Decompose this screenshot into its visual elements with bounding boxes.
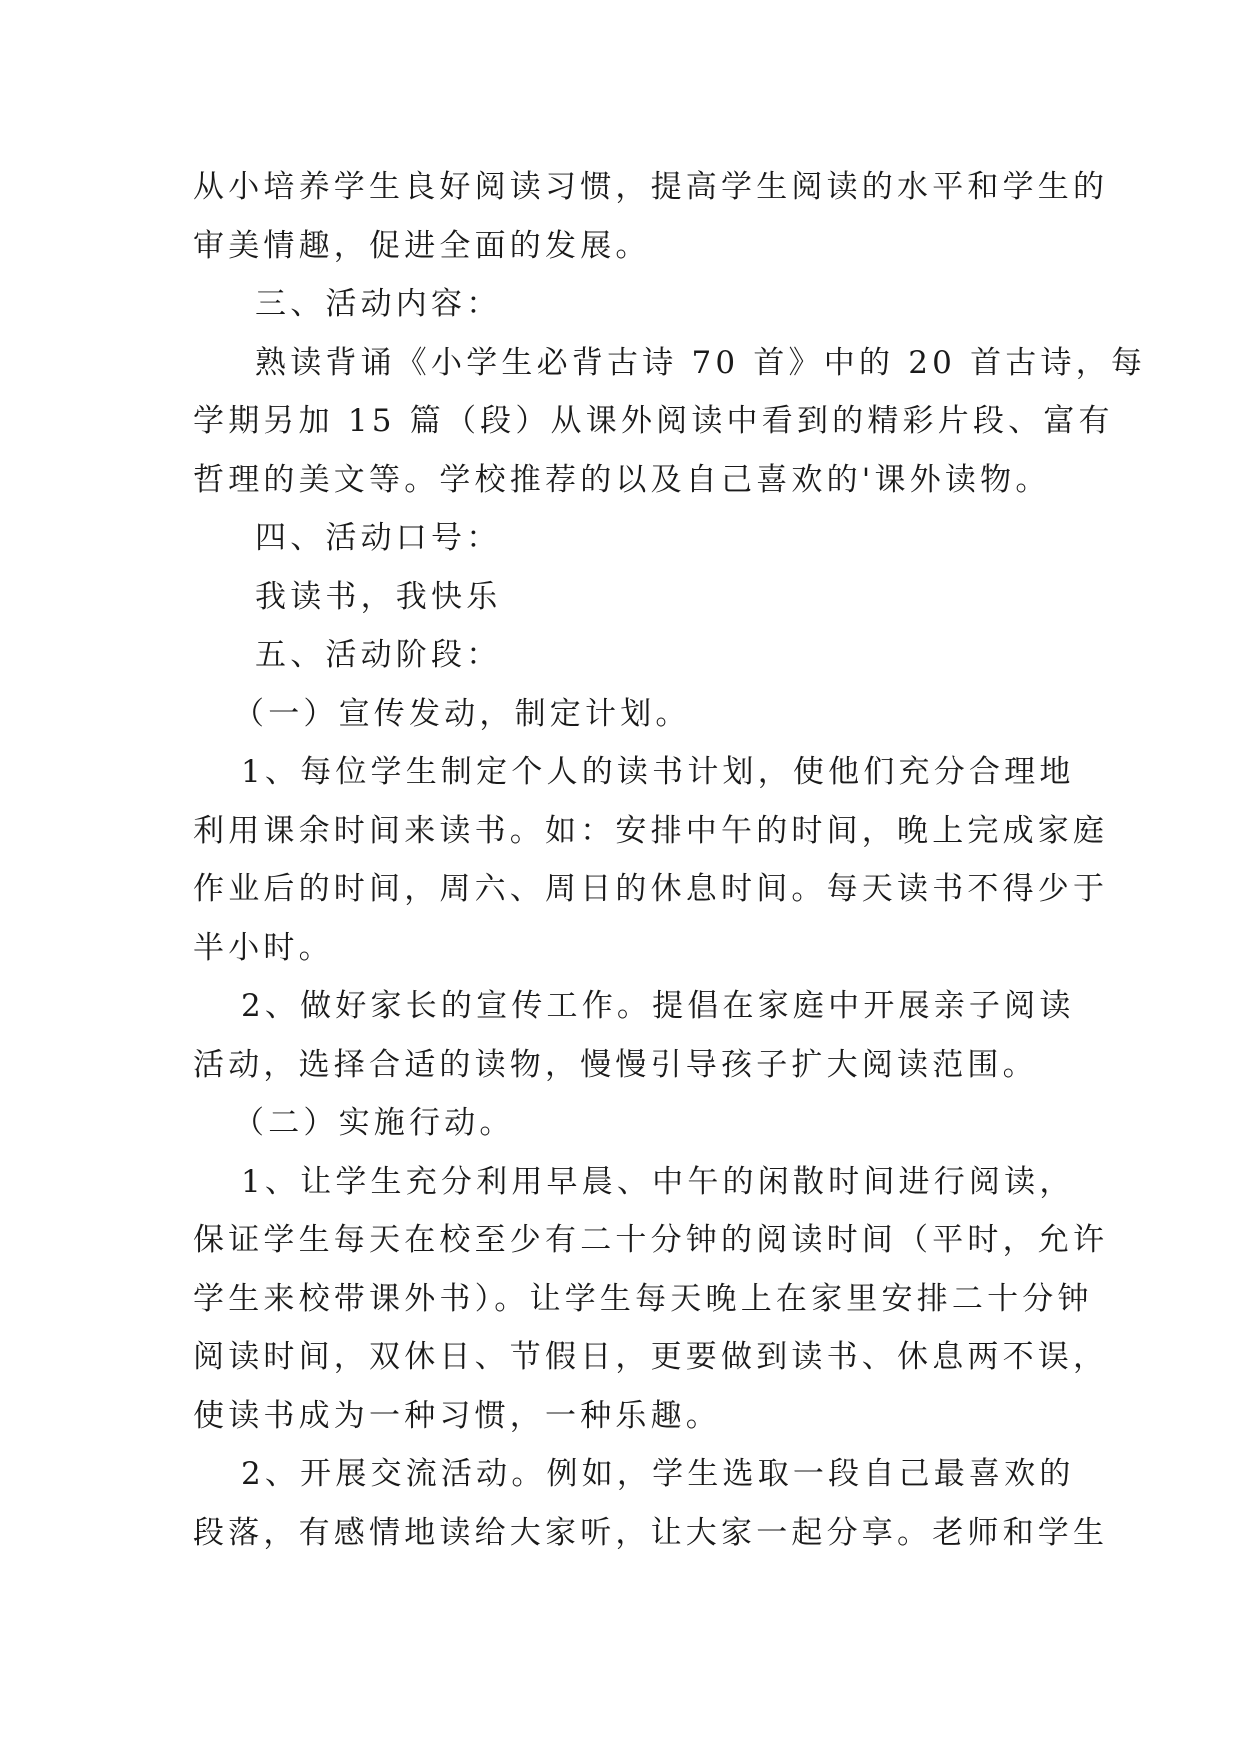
paragraph-line: 从小培养学生良好阅读习惯，提高学生阅读的水平和学生的 (193, 169, 1109, 205)
paragraph-line: 活动，选择合适的读物，慢慢引导孩子扩大阅读范围。 (193, 1046, 1038, 1083)
paragraph-line: 保证学生每天在校至少有二十分钟的阅读时间（平时，允许 (193, 1222, 1109, 1258)
paragraph-line: 1、每位学生制定个人的读书计划，使他们充分合理地 (241, 754, 1075, 790)
document-body (193, 158, 1147, 1562)
paragraph-line: 半小时。 (193, 929, 334, 966)
paragraph-line: 审美情趣，促进全面的发展。 (193, 227, 651, 264)
paragraph-line: 使读书成为一种习惯，一种乐趣。 (193, 1397, 721, 1434)
paragraph-line: 阅读时间，双休日、节假日，更要做到读书、休息两不误， (193, 1339, 1109, 1375)
section-heading-slogan: 四、活动口号： (255, 520, 502, 556)
section-heading-content: 三、活动内容： (255, 286, 502, 322)
section-heading-stages: 五、活动阶段： (255, 637, 502, 673)
paragraph-line: 作业后的时间，周六、周日的休息时间。每天读书不得少于 (193, 871, 1109, 907)
paragraph-line: 1、让学生充分利用早晨、中午的闲散时间进行阅读， (241, 1163, 1075, 1200)
paragraph-line: 2、开展交流活动。例如，学生选取一段自己最喜欢的 (241, 1456, 1075, 1492)
paragraph-line: 利用课余时间来读书。如：安排中午的时间，晚上完成家庭 (193, 812, 1109, 849)
paragraph-line: 2、做好家长的宣传工作。提倡在家庭中开展亲子阅读 (241, 988, 1075, 1024)
paragraph-line: 哲理的美文等。学校推荐的以及自己喜欢的'课外读物。 (193, 461, 1051, 498)
paragraph-line: 学期另加 15 篇（段）从课外阅读中看到的精彩片段、富有 (193, 403, 1114, 439)
paragraph-line: 熟读背诵《小学生必背古诗 70 首》中的 20 首古诗，每 (255, 344, 1147, 381)
subsection-heading-2: （二）实施行动。 (233, 1105, 515, 1141)
subsection-heading-1: （一）宣传发动，制定计划。 (233, 695, 691, 732)
slogan-text: 我读书，我快乐 (255, 578, 502, 615)
paragraph-line: 学生来校带课外书）。让学生每天晚上在家里安排二十分钟 (193, 1280, 1093, 1317)
paragraph-line: 段落，有感情地读给大家听，让大家一起分享。老师和学生 (193, 1514, 1109, 1551)
